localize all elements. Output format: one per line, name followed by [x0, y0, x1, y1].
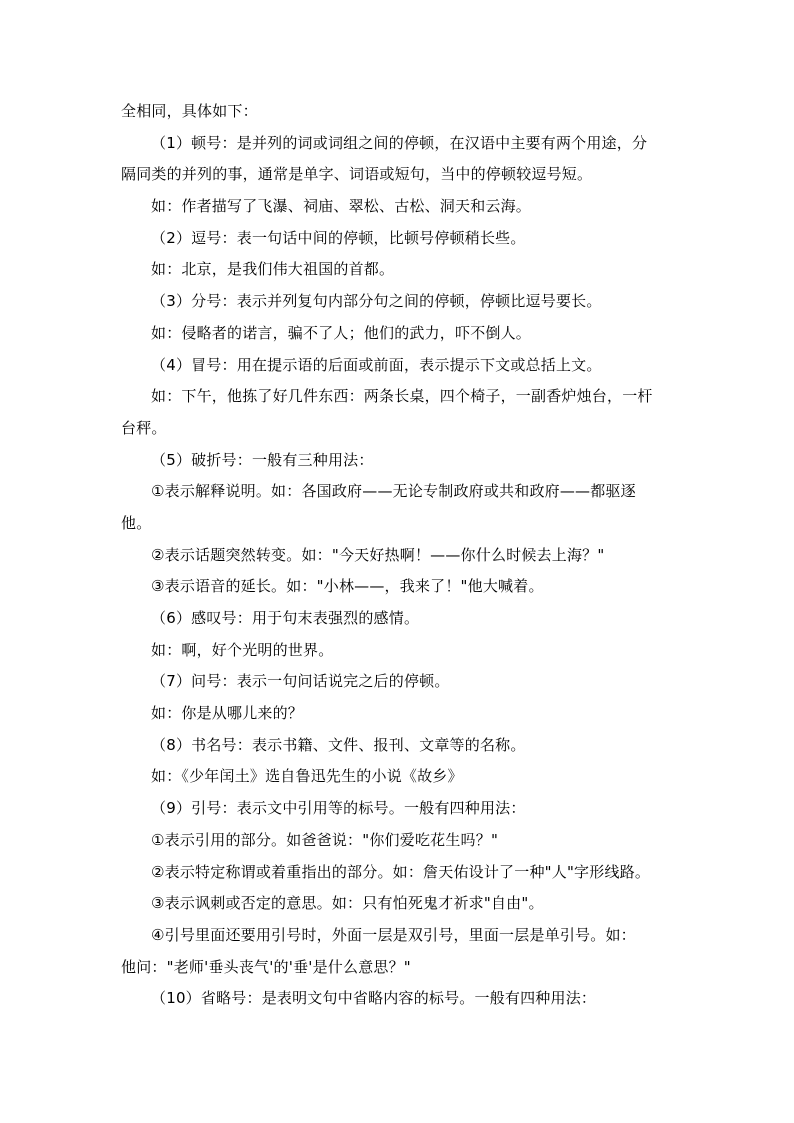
text-line: 台秤。 — [121, 418, 167, 437]
text-line: ④引号里面还要用引号时，外面一层是双引号，里面一层是单引号。如： — [151, 925, 636, 944]
text-line: 如：你是从哪儿来的？ — [151, 704, 304, 723]
text-line: 全相同，具体如下： — [121, 102, 258, 120]
text-line: 隔同类的并列的事，通常是单字、词语或短句，当中的停顿较逗号短。 — [121, 165, 593, 184]
text-line: ②表示话题突然转变。如："今天好热啊！——你什么时候去上海？" — [151, 545, 605, 564]
text-line: 如：下午，他拣了好几件东西：两条长桌，四个椅子，一副香炉烛台，一杆 — [151, 387, 653, 406]
text-line: ②表示特定称谓或着重指出的部分。如：詹天佑设计了一种"人"字形线路。 — [151, 862, 651, 881]
text-line: （4）冒号：用在提示语的后面或前面，表示提示下文或总括上文。 — [151, 355, 602, 374]
text-line: ③表示语音的延长。如："小林——，我来了！"他大喊着。 — [151, 577, 544, 596]
text-line: ③表示讽刺或否定的意思。如：只有怕死鬼才祈求"自由"。 — [151, 894, 544, 913]
text-line: （8）书名号：表示书籍、文件、报刊、文章等的名称。 — [151, 735, 526, 754]
text-line: （1）顿号：是并列的词或词组之间的停顿，在汉语中主要有两个用途，分 — [151, 133, 648, 152]
text-line: 他问："老师'垂头丧气'的'垂'是什么意思？" — [121, 957, 411, 976]
text-line: （10）省略号：是表明文句中省略内容的标号。一般有四种用法： — [151, 989, 597, 1008]
document-body — [121, 96, 677, 1015]
text-line: 如：《少年闰土》选自鲁迅先生的小说《故乡》 — [151, 767, 463, 786]
text-line: （7）问号：表示一句问话说完之后的停顿。 — [151, 672, 450, 691]
text-line: 他。 — [121, 513, 152, 532]
text-line: ①表示引用的部分。如爸爸说："你们爱吃花生吗？" — [151, 830, 499, 849]
text-line: 如：侵略者的诺言，骗不了人；他们的武力，吓不倒人。 — [151, 323, 532, 342]
text-line: 如：北京，是我们伟大祖国的首都。 — [151, 260, 395, 279]
text-line: ①表示解释说明。如：各国政府——无论专制政府或共和政府——都驱逐 — [151, 482, 636, 501]
text-line: （3）分号：表示并列复句内部分句之间的停顿，停顿比逗号要长。 — [151, 292, 602, 311]
text-line: （5）破折号：一般有三种用法： — [151, 450, 374, 469]
text-line: （9）引号：表示文中引用等的标号。一般有四种用法： — [151, 799, 526, 818]
text-line: 如：啊，好个光明的世界。 — [151, 640, 334, 659]
text-line: 如：作者描写了飞瀑、祠庙、翠松、古松、洞天和云海。 — [151, 197, 532, 216]
text-line: （2）逗号：表一句话中间的停顿，比顿号停顿稍长些。 — [151, 228, 526, 247]
text-line: （6）感叹号：用于句末表强烈的感情。 — [151, 609, 420, 627]
